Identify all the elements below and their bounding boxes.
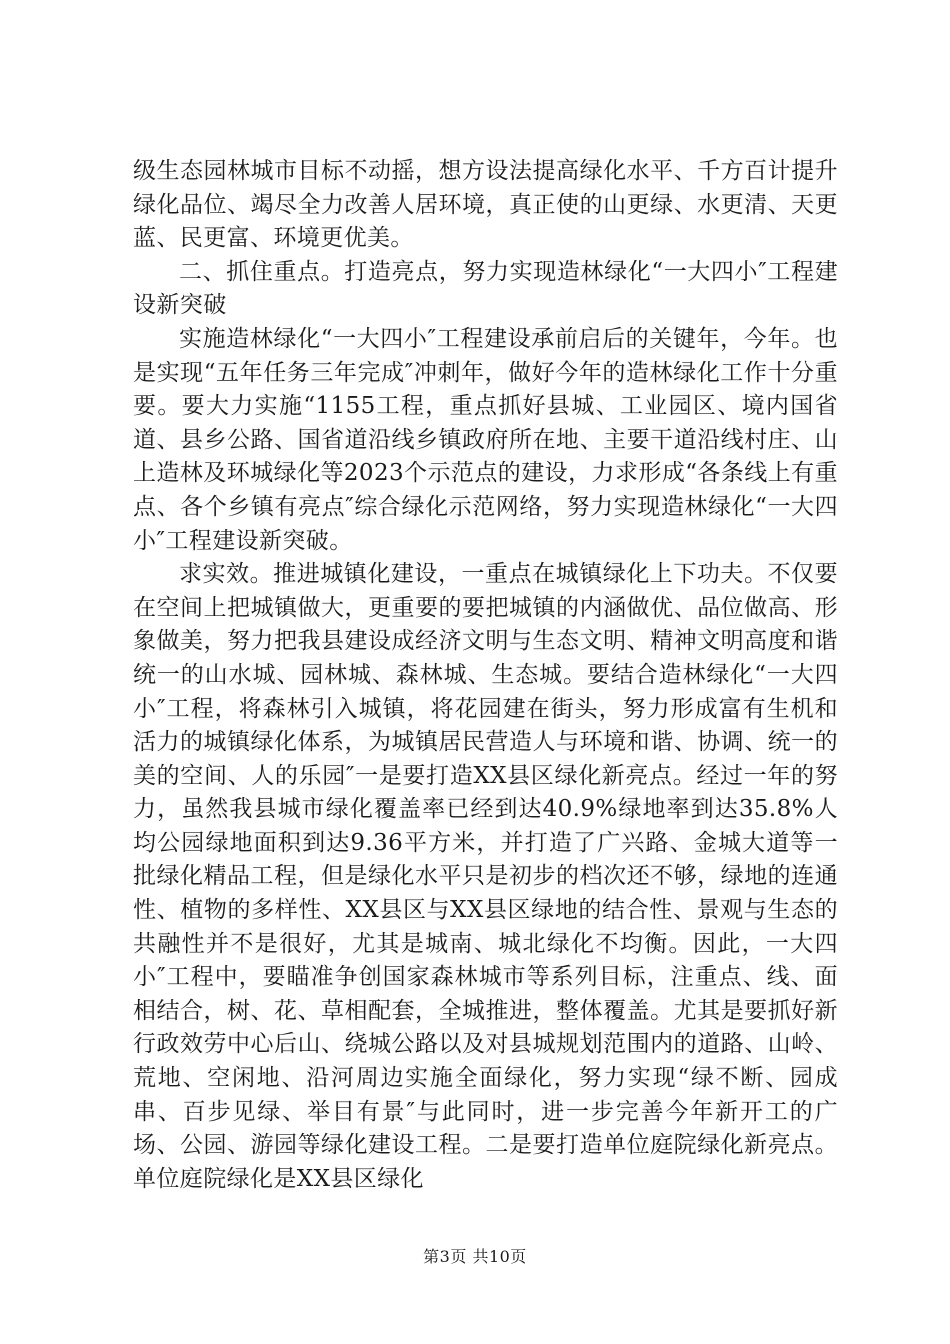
document-body bbox=[133, 155, 838, 1196]
paragraph-continuation: 级生态园林城市目标不动摇，想方设法提高绿化水平、千方百计提升绿化品位、竭尽全力改善人居环境，真正使的山更绿、水更清、天更蓝、民更富、环境更优美。 bbox=[133, 158, 838, 252]
paragraph-body: 求实效。推进城镇化建设，一重点在城镇绿化上下功夫。不仅要在空间上把城镇做大，更重要的要把城镇的内涵做优、品位做高、形象做美，努力把我县建设成经济文明与生态文明、精神文明高度和谐统一的山水城、园林城、森林城、生态城。要结合造林绿化“一大四小″工程，将森林引入城镇，将花园建在街头，努力形成富有生机和活力的城镇绿化体系，为城镇居民营造人与环境和谐、协调、统一的美的空间、人的乐园″一是要打造XX县区绿化新亮点。经过一年的努力，虽然我县城市绿化覆盖率已经到达40.9%绿地率到达35.8%人均公园绿地面积到达9.36平方米，并打造了广兴路、金城大道等一批绿化精品工程，但是绿化水平只是初步的档次还不够，绿地的连通性、植物的多样性、XX县区与XX县区绿地的结合性、景观与生态的共融性并不是很好，尤其是城南、城北绿化不均衡。因此，一大四小″工程中，要瞄准争创国家森林城市等系列目标，注重点、线、面相结合，树、花、草相配套，全城推进，整体覆盖。尤其是要抓好新行政效劳中心后山、绕城公路以及对县城规划范围内的道路、山岭、荒地、空闲地、沿河周边实施全面绿化，努力实现“绿不断、园成串、百步见绿、举目有景″与此同时，进一步完善今年新开工的广场、公园、游园等绿化建设工程。二是要打造单位庭院绿化新亮点。单位庭院绿化是XX县区绿化 bbox=[133, 561, 838, 1192]
paragraph-body: 实施造林绿化“一大四小″工程建设承前启后的关键年，今年。也是实现“五年任务三年完成″冲刺年，做好今年的造林绿化工作十分重要。要大力实施“1155工程，重点抓好县城、工业园区、境内国省道、县乡公路、国省道沿线乡镇政府所在地、主要干道沿线村庄、山上造林及环城绿化等2023个示范点的建设，力求形成“各条线上有重点、各个乡镇有亮点″综合绿化示范网络，努力实现造林绿化“一大四小″工程建设新突破。 bbox=[133, 325, 838, 554]
section-heading: 二、抓住重点。打造亮点，努力实现造林绿化“一大四小″工程建设新突破 bbox=[133, 258, 838, 319]
page-footer: 第3页 共10页 bbox=[423, 1247, 527, 1266]
